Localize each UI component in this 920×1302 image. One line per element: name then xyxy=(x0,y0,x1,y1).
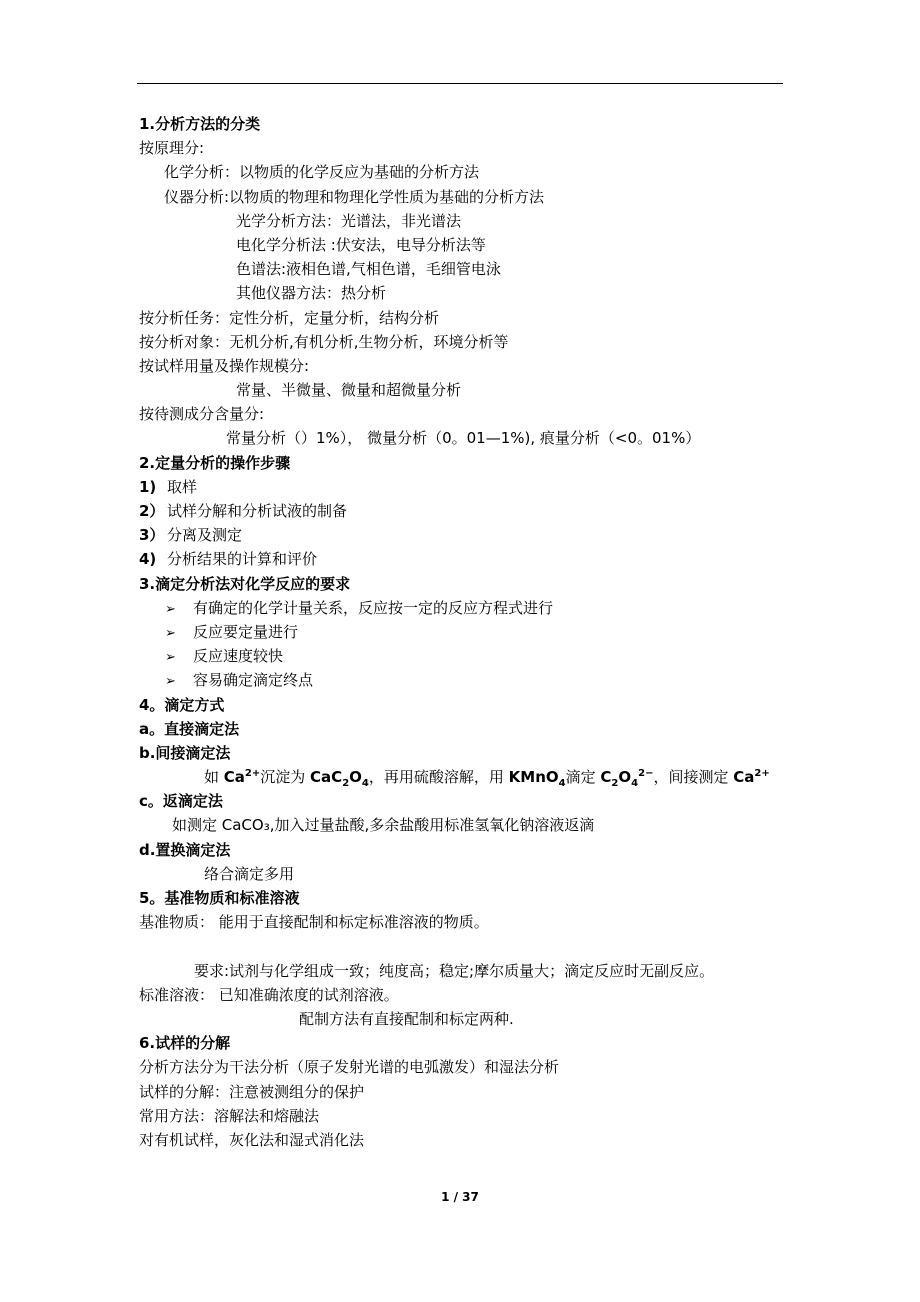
content-scale: 常量分析（）1%）， 微量分析（0。01—1%), 痕量分析（<0。01%） xyxy=(226,429,701,448)
primary-standard-def: 基准物质： 能用于直接配制和标定标准溶液的物质。 xyxy=(139,913,489,932)
document-body xyxy=(139,112,799,1152)
section-3-title: 3.滴定分析法对化学反应的要求 xyxy=(139,574,351,593)
direct-titration: a。直接滴定法 xyxy=(139,719,240,738)
formula-c2o4: C xyxy=(600,768,612,787)
section-1-title: 1.分析方法的分类 xyxy=(139,115,261,133)
list-item xyxy=(139,596,799,620)
step-item xyxy=(139,499,799,523)
subscript: 4 xyxy=(361,778,369,790)
formula-part: O xyxy=(349,768,362,787)
superscript: 2− xyxy=(638,768,654,780)
step-number: 2） xyxy=(139,502,165,520)
by-content: 按待测成分含量分: xyxy=(139,405,265,424)
chem-analysis: 化学分析：以物质的化学反应为基础的分析方法 xyxy=(164,163,480,182)
other-instr-methods: 其他仪器方法：热分析 xyxy=(236,284,387,303)
step-number: 3） xyxy=(139,526,165,545)
chromatography: 色谱法:液相色谱,气相色谱，毛细管电泳 xyxy=(236,260,501,279)
subscript: 2 xyxy=(342,778,350,790)
section-2-title: 2.定量分析的操作步骤 xyxy=(139,453,291,472)
step-text: 分离及测定 xyxy=(167,526,243,545)
section-4-title: 4。滴定方式 xyxy=(139,695,225,714)
by-sample-size: 按试样用量及操作规模分: xyxy=(139,356,310,375)
superscript: 2+ xyxy=(244,768,261,780)
subscript: 4 xyxy=(558,778,566,790)
back-titration: c。返滴定法 xyxy=(139,792,223,811)
arrow-bullet-icon: ➢ xyxy=(165,674,176,690)
step-text: 试样分解和分析试液的制备 xyxy=(167,502,348,520)
superscript: 2+ xyxy=(754,768,770,780)
replacement-titration: d.置换滴定法 xyxy=(139,840,231,859)
step-item xyxy=(139,475,799,499)
primary-standard-requirements: 要求:试剂与化学组成一致；纯度高；稳定;摩尔质量大；滴定反应时无副反应。 xyxy=(194,961,715,980)
text-fragment: 滴定 xyxy=(565,768,601,787)
list-item-text: 反应要定量进行 xyxy=(193,622,299,641)
step-text: 取样 xyxy=(167,477,198,496)
standard-solution-def: 标准溶液： 已知准确浓度的试剂溶液。 xyxy=(139,985,399,1004)
common-methods: 常用方法：溶解法和熔融法 xyxy=(139,1106,320,1125)
back-titration-example: 如测定 CaCO₃,加入过量盐酸,多余盐酸用标准氢氧化钠溶液返滴 xyxy=(172,816,595,835)
formula-kmno4: KMnO xyxy=(508,768,559,787)
preparation-methods: 配制方法有直接配制和标定两种. xyxy=(299,1009,514,1028)
list-item-text: 容易确定滴定终点 xyxy=(193,671,314,690)
arrow-bullet-icon: ➢ xyxy=(165,625,176,641)
arrow-bullet-icon: ➢ xyxy=(165,601,176,617)
list-item-text: 反应速度较快 xyxy=(193,647,284,666)
formula-ca: Ca xyxy=(223,768,245,787)
indirect-titration: b.间接滴定法 xyxy=(139,743,231,762)
list-item xyxy=(139,668,799,692)
list-item xyxy=(139,620,799,644)
subscript: 4 xyxy=(631,778,639,790)
arrow-bullet-icon: ➢ xyxy=(165,650,176,666)
step-number: 4) xyxy=(139,550,157,569)
section-6-title: 6.试样的分解 xyxy=(139,1034,231,1053)
text-fragment: 如 xyxy=(204,768,224,787)
text-fragment: ，间接测定 xyxy=(653,768,734,787)
dry-wet-analysis: 分析方法分为干法分析（原子发射光谱的电弧激发）和湿法分析 xyxy=(139,1058,560,1077)
subscript: 2 xyxy=(611,778,619,790)
decomposition-note: 试样的分解：注意被测组分的保护 xyxy=(139,1082,365,1101)
sample-scale: 常量、半微量、微量和超微量分析 xyxy=(236,381,462,400)
section-5-title: 5。基准物质和标准溶液 xyxy=(139,889,300,907)
electrochem-methods: 电化学分析法 :伏安法，电导分析法等 xyxy=(236,235,486,254)
text-fragment: ，再用硫酸溶解，用 xyxy=(368,768,509,787)
by-task: 按分析任务：定性分析，定量分析，结构分析 xyxy=(139,308,440,327)
text-fragment: 沉淀为 xyxy=(260,768,311,787)
replacement-note: 络合滴定多用 xyxy=(204,864,295,883)
page-number: 1 / 37 xyxy=(441,1190,479,1204)
formula-ca: Ca xyxy=(733,768,755,787)
step-text: 分析结果的计算和评价 xyxy=(167,550,318,569)
by-object: 按分析对象：无机分析,有机分析,生物分析，环境分析等 xyxy=(139,332,509,351)
step-item xyxy=(139,523,799,547)
blank-line xyxy=(139,934,799,958)
step-number: 1) xyxy=(139,477,157,496)
instr-analysis: 仪器分析:以物质的物理和物理化学性质为基础的分析方法 xyxy=(164,187,545,206)
step-item xyxy=(139,547,799,571)
formula-part: O xyxy=(618,768,632,787)
header-rule xyxy=(137,83,783,84)
by-principle: 按原理分: xyxy=(139,139,205,158)
list-item-text: 有确定的化学计量关系，反应按一定的反应方程式进行 xyxy=(193,598,554,617)
indirect-example xyxy=(139,765,799,789)
optical-methods: 光学分析方法：光谱法，非光谱法 xyxy=(236,211,462,230)
list-item xyxy=(139,644,799,668)
organic-samples: 对有机试样，灰化法和湿式消化法 xyxy=(139,1130,365,1149)
formula-cac2o4: CaC xyxy=(310,768,343,787)
